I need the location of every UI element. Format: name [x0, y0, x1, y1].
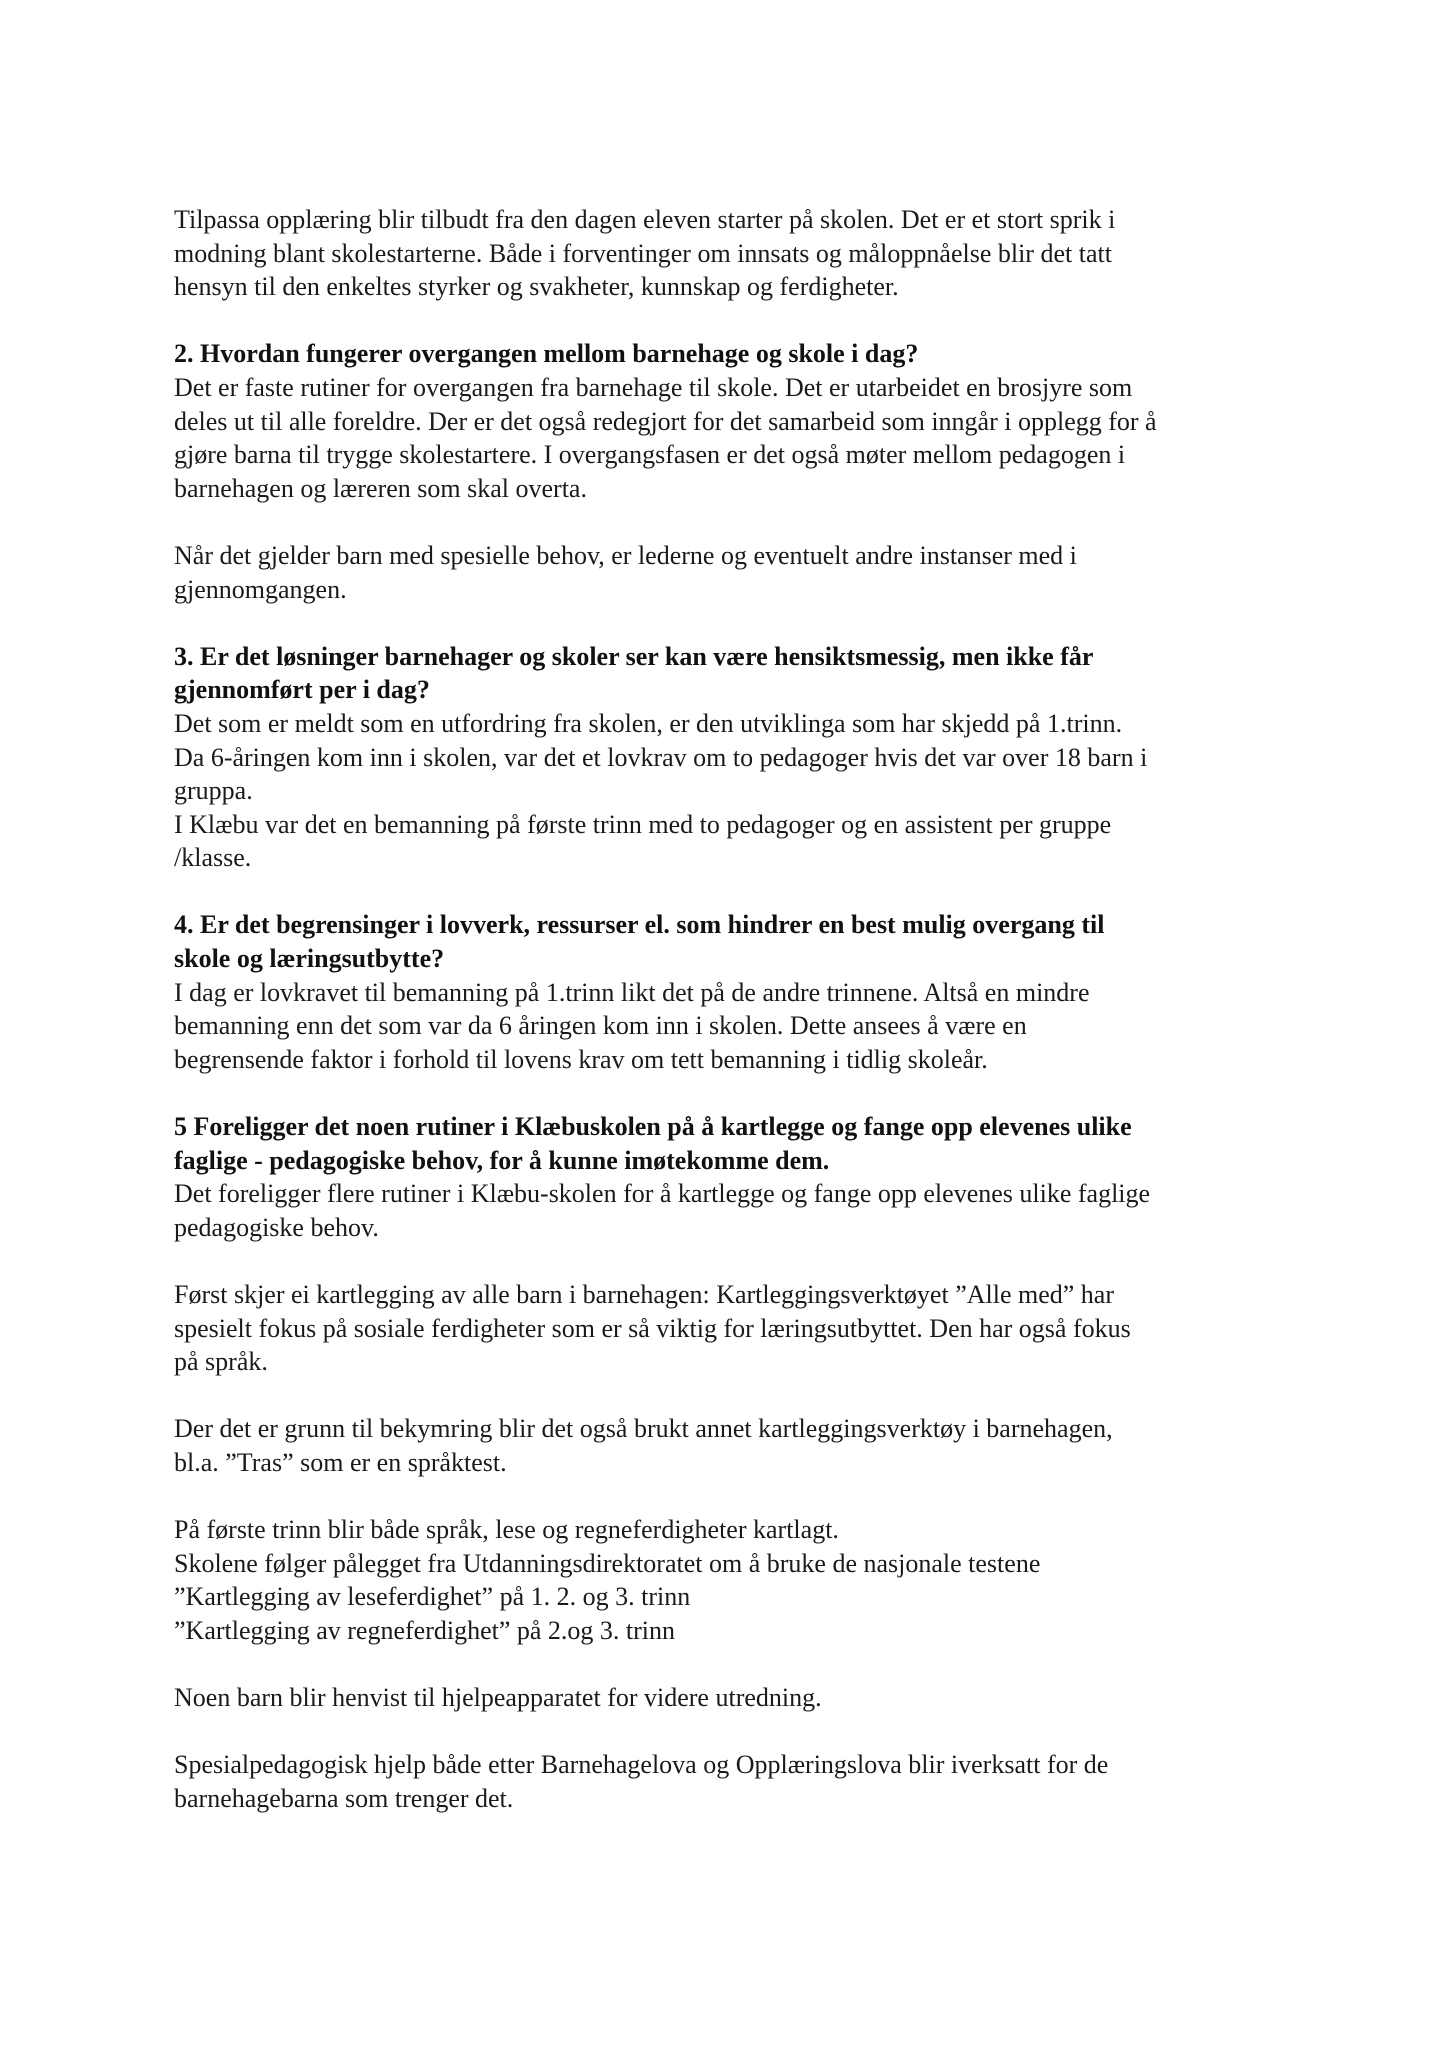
- text-line: Det som er meldt som en utfordring fra skolen, er den utviklinga som har skjedd på 1.trinn.: [174, 708, 1123, 738]
- text-line: Det er faste rutiner for overgangen fra barnehage til skole. Det er utarbeidet en brosjyre som: [174, 372, 1133, 402]
- section-5-paragraph-5: [174, 1681, 1284, 1715]
- text-line: /klasse.: [174, 843, 252, 873]
- heading-line: 4. Er det begrensinger i lovverk, ressurser el. som hindrer en best mulig overgang til: [174, 910, 1105, 940]
- section-5-paragraph-4: [174, 1513, 1284, 1647]
- text-line: begrensende faktor i forhold til lovens krav om tett bemanning i tidlig skoleår.: [174, 1044, 988, 1074]
- section-5: [174, 1110, 1284, 1244]
- section-5-paragraph-2: [174, 1278, 1284, 1379]
- section-heading: [174, 1110, 1284, 1177]
- section-3: [174, 640, 1284, 875]
- section-body: [174, 1177, 1284, 1244]
- text-line: ”Kartlegging av regneferdighet” på 2.og 3. trinn: [174, 1615, 676, 1645]
- text-line: spesielt fokus på sosiale ferdigheter som er så viktig for læringsutbyttet. Den har også fokus: [174, 1313, 1131, 1343]
- heading-line: 3. Er det løsninger barnehager og skoler ser kan være hensiktsmessig, men ikke får: [174, 641, 1094, 671]
- text-line: Først skjer ei kartlegging av alle barn i barnehagen: Kartleggingsverktøyet ”Alle med” har: [174, 1280, 1114, 1309]
- text-line: gruppa.: [174, 776, 253, 806]
- section-4: [174, 908, 1284, 1076]
- section-5-paragraph-6: [174, 1748, 1284, 1815]
- text-line: gjennomgangen.: [174, 574, 347, 604]
- section-body: [174, 371, 1284, 505]
- heading-line: 5 Foreligger det noen rutiner i Klæbuskolen på å kartlegge og fange opp elevenes ulike: [174, 1112, 1132, 1142]
- section-heading: [174, 337, 1284, 371]
- text-line: barnehagebarna som trenger det.: [174, 1783, 514, 1813]
- text-line: Når det gjelder barn med spesielle behov, er lederne og eventuelt andre instanser med i: [174, 540, 1077, 570]
- heading-line: faglige - pedagogiske behov, for å kunne imøtekomme dem.: [174, 1145, 830, 1175]
- section-2-paragraph-2: [174, 539, 1284, 606]
- text-line: Da 6-åringen kom inn i skolen, var det et lovkrav om to pedagoger hvis det var over 18 barn i: [174, 742, 1148, 772]
- text-line: bl.a. ”Tras” som er en språktest.: [174, 1447, 507, 1477]
- heading-line: 2. Hvordan fungerer overgangen mellom barnehage og skole i dag?: [174, 339, 919, 369]
- heading-line: skole og læringsutbytte?: [174, 944, 445, 974]
- section-body: [174, 707, 1284, 875]
- text-line: modning blant skolestarterne. Både i forventinger om innsats og måloppnåelse blir det tatt: [174, 238, 1112, 268]
- text-line: Skolene følger pålegget fra Utdanningsdirektoratet om å bruke de nasjonale testene: [174, 1548, 1041, 1578]
- section-5-paragraph-3: [174, 1412, 1284, 1479]
- text-line: pedagogiske behov.: [174, 1212, 379, 1242]
- intro-paragraph: [174, 203, 1284, 304]
- text-line: på språk.: [174, 1347, 268, 1377]
- document-page: [174, 203, 1284, 1849]
- text-line: Tilpassa opplæring blir tilbudt fra den dagen eleven starter på skolen. Det er et stort sprik i: [174, 205, 1116, 234]
- section-heading: [174, 640, 1284, 707]
- section-2: [174, 337, 1284, 505]
- heading-line: gjennomført per i dag?: [174, 675, 430, 705]
- text-line: bemanning enn det som var da 6 åringen kom inn i skolen. Dette ansees å være en: [174, 1011, 1027, 1041]
- text-line: På første trinn blir både språk, lese og regneferdigheter kartlagt.: [174, 1515, 839, 1545]
- text-line: ”Kartlegging av leseferdighet” på 1. 2. og 3. trinn: [174, 1582, 691, 1612]
- text-line: Der det er grunn til bekymring blir det også brukt annet kartleggingsverktøy i barnehagen,: [174, 1414, 1113, 1444]
- text-line: I dag er lovkravet til bemanning på 1.trinn likt det på de andre trinnene. Altså en mindre: [174, 977, 1090, 1007]
- text-line: Det foreligger flere rutiner i Klæbu-skolen for å kartlegge og fange opp elevenes ulike faglige: [174, 1179, 1151, 1209]
- text-line: hensyn til den enkeltes styrker og svakheter, kunnskap og ferdigheter.: [174, 272, 899, 302]
- text-line: gjøre barna til trygge skolestartere. I overgangsfasen er det også møter mellom pedagogen i: [174, 440, 1126, 470]
- section-body: [174, 976, 1284, 1077]
- text-line: Noen barn blir henvist til hjelpeapparatet for videre utredning.: [174, 1683, 822, 1713]
- text-line: deles ut til alle foreldre. Der er det også redegjort for det samarbeid som inngår i opplegg for å: [174, 406, 1157, 436]
- text-line: Spesialpedagogisk hjelp både etter Barnehagelova og Opplæringslova blir iverksatt for de: [174, 1750, 1109, 1780]
- text-line: I Klæbu var det en bemanning på første trinn med to pedagoger og en assistent per gruppe: [174, 809, 1112, 839]
- text-line: barnehagen og læreren som skal overta.: [174, 473, 587, 503]
- section-heading: [174, 908, 1284, 975]
